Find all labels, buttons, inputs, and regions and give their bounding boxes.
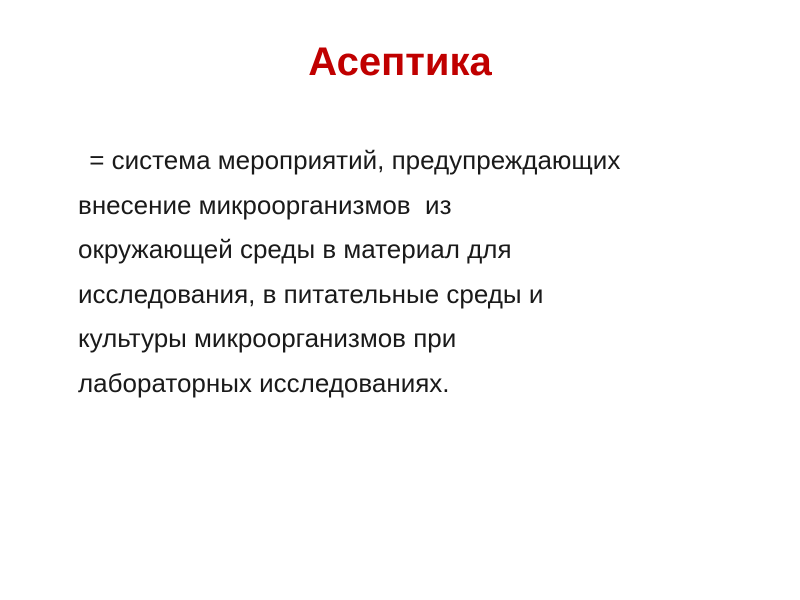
slide-title: Асептика xyxy=(308,40,492,84)
definition-line: культуры микроорганизмов при xyxy=(78,323,457,354)
definition-line: исследования, в питательные среды и xyxy=(78,278,544,309)
definition-line: лабораторных исследованиях. xyxy=(78,367,450,398)
definition-line: внесение микроорганизмов из xyxy=(78,189,452,220)
definition-line: = система мероприятий, предупреждающих xyxy=(82,145,621,175)
definition-line: окружающей среды в материал для xyxy=(78,234,512,265)
definition-text xyxy=(78,138,768,406)
